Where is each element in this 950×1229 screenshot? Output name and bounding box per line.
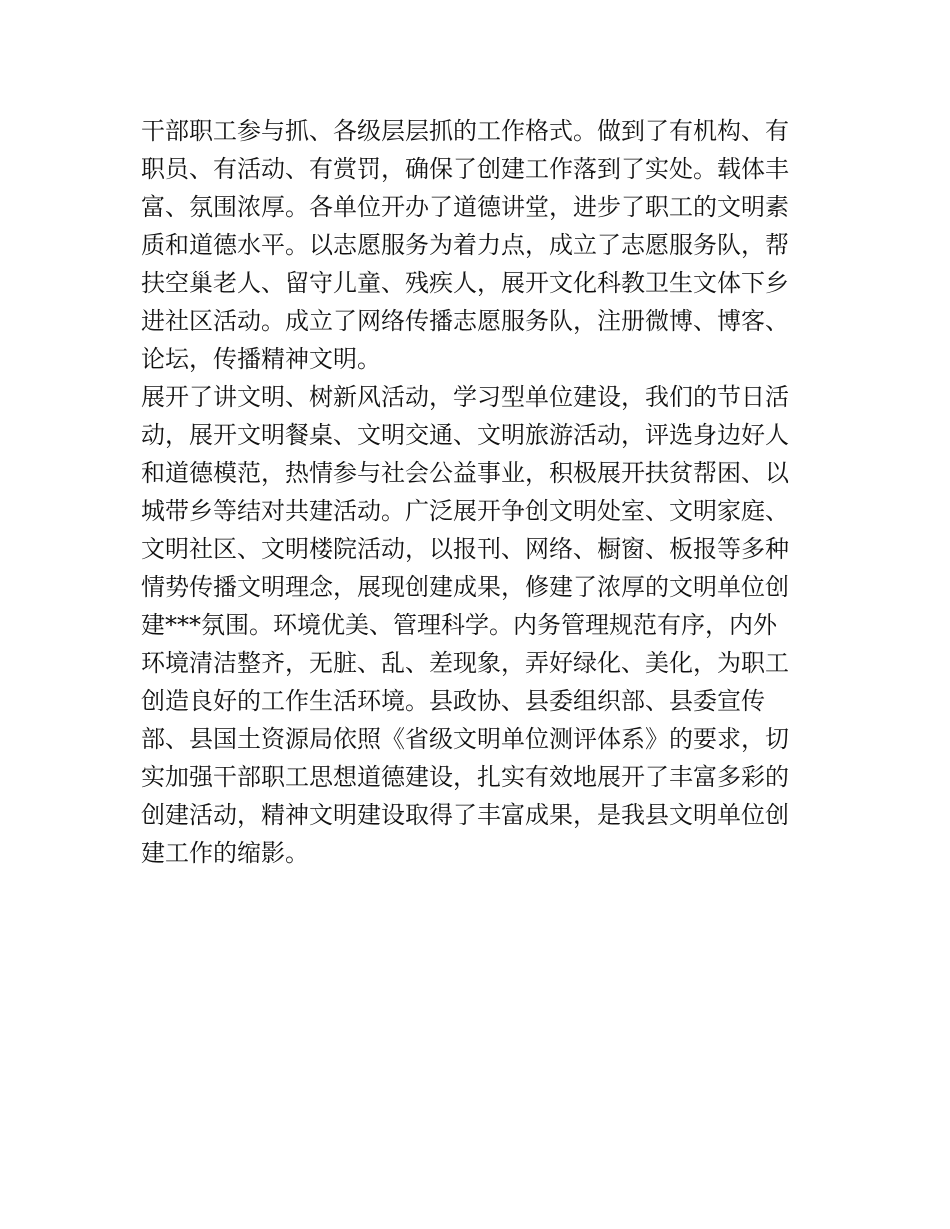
text-line: 质和道德水平。以志愿服务为着力点，成立了志愿服务队，帮: [141, 231, 789, 259]
text-line: 部、县国土资源局依照《省级文明单位测评体系》的要求，切: [141, 725, 789, 753]
text-line: 扶空巢老人、留守儿童、残疾人，展开文化科教卫生文体下乡: [141, 269, 789, 297]
text-line: 和道德模范，热情参与社会公益事业，积极展开扶贫帮困、以: [141, 459, 789, 487]
text-line: 展开了讲文明、树新风活动，学习型单位建设，我们的节日活: [141, 383, 789, 411]
text-line: 实加强干部职工思想道德建设，扎实有效地展开了丰富多彩的: [141, 763, 789, 791]
text-line: 干部职工参与抓、各级层层抓的工作格式。做到了有机构、有: [141, 117, 789, 145]
text-line: 建***氛围。环境优美、管理科学。内务管理规范有序，内外: [141, 611, 777, 639]
text-line: 情势传播文明理念，展现创建成果，修建了浓厚的文明单位创: [141, 573, 789, 601]
text-line: 环境清洁整齐，无脏、乱、差现象，弄好绿化、美化，为职工: [141, 649, 789, 677]
text-line: 城带乡等结对共建活动。广泛展开争创文明处室、文明家庭、: [141, 497, 789, 525]
text-line: 职员、有活动、有赏罚，确保了创建工作落到了实处。载体丰: [141, 155, 789, 183]
text-line: 富、氛围浓厚。各单位开办了道德讲堂，进步了职工的文明素: [141, 193, 789, 221]
text-line: 建工作的缩影。: [141, 839, 309, 867]
text-line: 进社区活动。成立了网络传播志愿服务队，注册微博、博客、: [141, 307, 789, 335]
document-body: [141, 112, 813, 872]
text-line: 文明社区、文明楼院活动，以报刊、网络、橱窗、板报等多种: [141, 535, 789, 563]
text-line: 创建活动，精神文明建设取得了丰富成果，是我县文明单位创: [141, 801, 789, 829]
text-line: 创造良好的工作生活环境。县政协、县委组织部、县委宣传: [141, 687, 765, 715]
text-line: 动，展开文明餐桌、文明交通、文明旅游活动，评选身边好人: [141, 421, 789, 449]
text-line: 论坛，传播精神文明。: [141, 345, 381, 373]
